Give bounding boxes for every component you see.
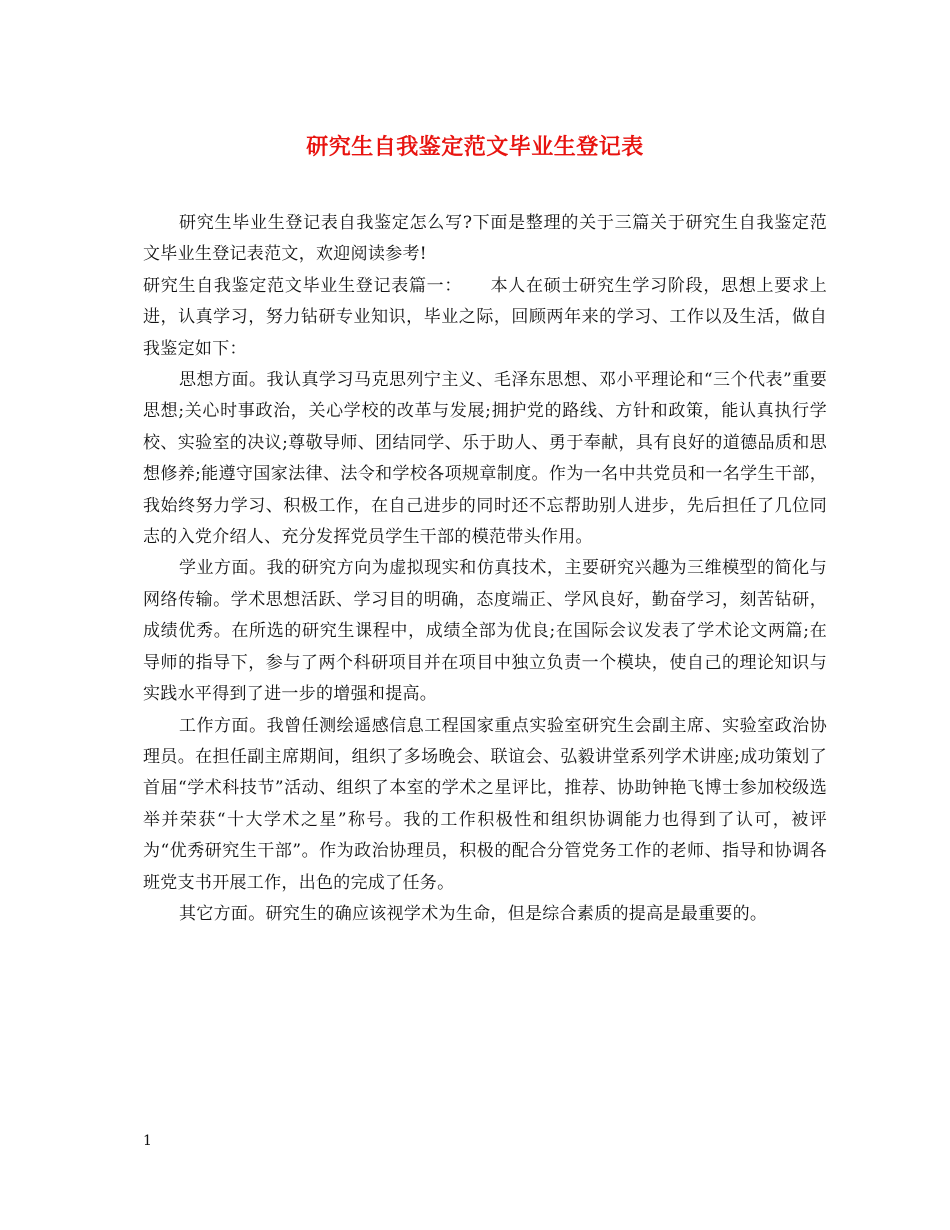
study-paragraph: 学业方面。我的研究方向为虚拟现实和仿真技术，主要研究兴趣为三维模型的简化与网络传输。学术思想活跃、学习目的明确，态度端正、学风良好，勤奋学习，刻苦钻研，成绩优秀。在所选的研究生课程中，成绩全部为优良;在国际会议发表了学术论文两篇;在导师的指导下，参与了两个科研项目并在项目中独立负责一个模块，使自己的理论知识与实践水平得到了进一步的增强和提高。 — [143, 558, 827, 705]
work-paragraph: 工作方面。我曾任测绘遥感信息工程国家重点实验室研究生会副主席、实验室政治协理员。在担任副主席期间，组织了多场晚会、联谊会、弘毅讲堂系列学术讲座;成功策划了首届“学术科技节”活动、组织了本室的学术之星评比，推荐、协助钟艳飞博士参加校级选举并荣获“十大学术之星”称号。我的工作积极性和组织协调能力也得到了认可，被评为“优秀研究生干部”。作为政治协理员，积极的配合分管党务工作的老师、指导和协调各班党支书开展工作，出色的完成了任务。 — [143, 715, 827, 893]
thought-paragraph: 思想方面。我认真学习马克思列宁主义、毛泽东思想、邓小平理论和“三个代表”重要思想;关心时事政治，关心学校的改革与发展;拥护党的路线、方针和政策，能认真执行学校、实验室的决议;尊敬导师、团结同学、乐于助人、勇于奉献，具有良好的道德品质和思想修养;能遵守国家法律、法令和学校各项规章制度。作为一名中共党员和一名学生干部，我始终努力学习、积极工作，在自己进步的同时还不忘帮助别人进步，先后担任了几位同志的入党介绍人、充分发挥党员学生干部的模范带头作用。 — [143, 370, 827, 548]
section-paragraph — [143, 271, 827, 365]
other-paragraph: 其它方面。研究生的确应该视学术为生命，但是综合素质的提高是最重要的。 — [179, 903, 768, 924]
section-heading: 研究生自我鉴定范文毕业生登记表篇一： — [143, 275, 463, 296]
document-body — [143, 208, 827, 930]
section-intro: 本人在硕士研究生学习阶段，思想上要求上进，认真学习，努力钻研专业知识，毕业之际，回顾两年来的学习、工作以及生活，做自我鉴定如下： — [143, 275, 827, 359]
document-title: 研究生自我鉴定范文毕业生登记表 — [306, 134, 644, 160]
intro-paragraph: 研究生毕业生登记表自我鉴定怎么写?下面是整理的关于三篇关于研究生自我鉴定范文毕业生登记表范文，欢迎阅读参考! — [143, 213, 827, 265]
page-number: 1 — [143, 1133, 152, 1149]
